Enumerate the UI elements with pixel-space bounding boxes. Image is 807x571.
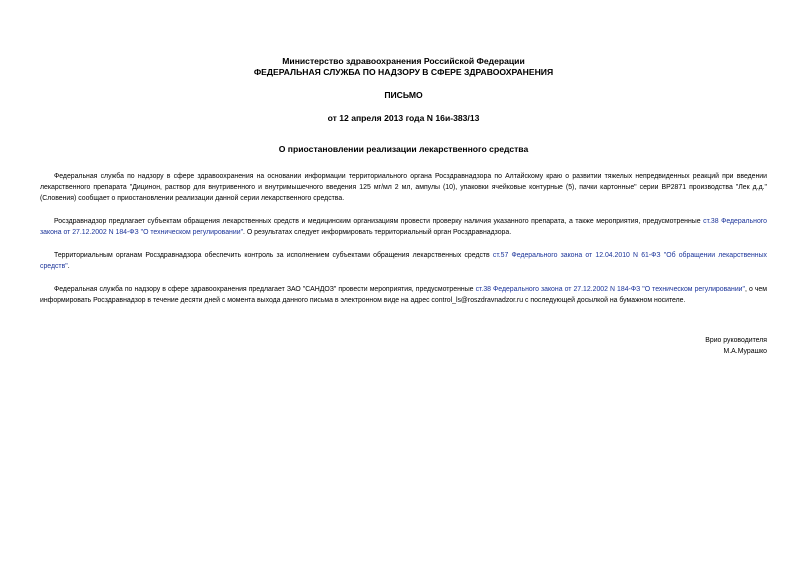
signatory-position: Врио руководителя: [705, 337, 767, 344]
paragraph-4: [40, 284, 767, 306]
paragraph-4-text-after: , о чем информировать Росздравнадзор в течение десяти дней с момента выхода данного письма в электронном виде на адрес control_ls@roszdravnadzor.ru с последующей досылкой на бумажном носителе.: [40, 285, 767, 305]
service-name: ФЕДЕРАЛЬНАЯ СЛУЖБА ПО НАДЗОРУ В СФЕРЕ ЗДРАВООХРАНЕНИЯ: [253, 67, 554, 77]
paragraph-3: [40, 250, 767, 272]
law-61-fz-article-57-link[interactable]: ст.57 Федерального закона от 12.04.2010 N 61-ФЗ "Об обращении лекарственных средств": [40, 252, 767, 271]
signature-block: [705, 335, 767, 357]
paragraph-2-text-after: . О результатах следует информировать территориальный орган Росздравнадзора.: [243, 229, 512, 237]
paragraph-3-text-after: .: [67, 263, 70, 271]
document-body: [40, 171, 767, 306]
document-header: [40, 56, 767, 78]
paragraph-2-text-before: Росздравнадзор предлагает субъектам обращения лекарственных средств и медицинским организациям провести проверку наличия указанного препарата, а также мероприятия, предусмотренные: [54, 218, 704, 226]
paragraph-2: [40, 216, 767, 238]
law-184-fz-article-38-link[interactable]: ст.38 Федерального закона от 27.12.2002 N 184-ФЗ "О техническом регулировании": [40, 218, 767, 237]
ministry-name: Министерство здравоохранения Российской Федерации: [282, 56, 525, 66]
document-date-number: от 12 апреля 2013 года N 16и-383/13: [327, 113, 480, 123]
document-type: ПИСЬМО: [384, 90, 423, 100]
law-184-fz-article-38-link-2[interactable]: ст.38 Федерального закона от 27.12.2002 N 184-ФЗ "О техническом регулировании": [475, 285, 745, 293]
paragraph-3-text-before: Территориальным органам Росздравнадзора обеспечить контроль за исполнением субъектами обращения лекарственных средств: [54, 252, 493, 260]
paragraph-4-text-before: Федеральная служба по надзору в сфере здравоохранения предлагает ЗАО "САНДОЗ" провести мероприятия, предусмотренные: [54, 285, 476, 293]
document-subject: О приостановлении реализации лекарственного средства: [278, 144, 529, 154]
document-page: [40, 56, 767, 318]
signatory-name: М.А.Мурашко: [723, 348, 767, 356]
paragraph-1: Федеральная служба по надзору в сфере здравоохранения на основании информации территориального органа Росздравнадзора по Алтайскому краю о развитии тяжелых непредвиденных реакций при введении лекарственного препарата "Дицинон, раствор для внутривенного и внутримышечного введения 125 мг/мл 2 мл, ампулы (10), упаковки ячейковые контурные (5), пачки картонные" серии BP2871 производства "Лек д.д." (Словения) сообщает о приостановлении реализации данной серии лекарственного средства.: [40, 173, 767, 203]
